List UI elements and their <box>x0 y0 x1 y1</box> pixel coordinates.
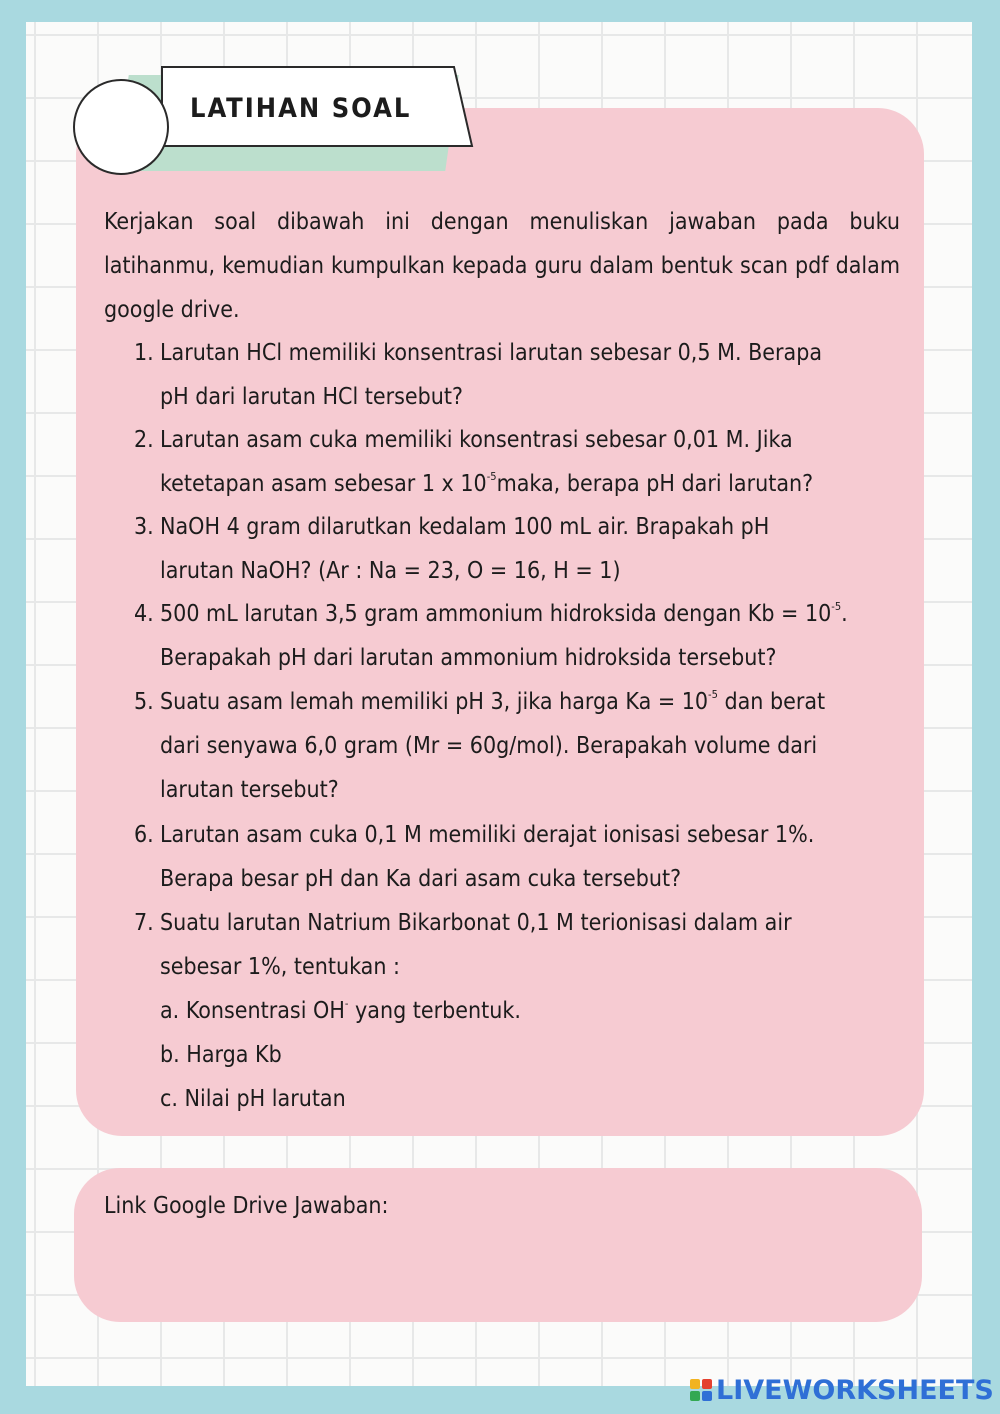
question-text-line <box>134 462 900 506</box>
question-text: Suatu asam lemah memiliki pH 3, jika harga Ka = 10 <box>160 689 709 715</box>
question-text: dan berat <box>717 689 826 715</box>
subitem-a <box>160 989 521 1033</box>
question-2 <box>134 418 900 506</box>
question-number: 7. <box>134 910 154 936</box>
question-number: 2. <box>134 427 154 453</box>
question-4 <box>134 592 900 680</box>
question-text: ketetapan asam sebesar 1 x 10 <box>160 471 487 497</box>
question-text: Larutan asam cuka 0,1 M memiliki derajat ionisasi sebesar 1%. <box>160 822 815 848</box>
question-text: sebesar 1%, tentukan : <box>160 954 400 980</box>
question-text: pH dari larutan HCl tersebut? <box>160 384 463 410</box>
exponent: -5 <box>486 470 497 483</box>
subitem-text: c. Nilai pH larutan <box>160 1086 346 1112</box>
question-number: 3. <box>134 514 154 540</box>
subitem-c <box>160 1077 346 1121</box>
question-text: 500 mL larutan 3,5 gram ammonium hidroksida dengan Kb = 10 <box>160 601 832 627</box>
question-text: Berapakah pH dari larutan ammonium hidroksida tersebut? <box>160 645 777 671</box>
subitem-text: a. Konsentrasi OH <box>160 998 345 1024</box>
question-text: Berapa besar pH dan Ka dari asam cuka tersebut? <box>160 866 682 892</box>
answer-link-label: Link Google Drive Jawaban: <box>104 1193 389 1219</box>
question-text: larutan tersebut? <box>160 777 339 803</box>
question-text: Larutan asam cuka memiliki konsentrasi sebesar 0,01 M. Jika <box>160 427 793 453</box>
exponent: -5 <box>708 688 718 701</box>
question-text: Suatu larutan Natrium Bikarbonat 0,1 M terionisasi dalam air <box>160 910 792 936</box>
subitem-text: b. Harga Kb <box>160 1042 282 1068</box>
question-number: 1. <box>134 340 154 366</box>
question-6 <box>134 813 900 901</box>
liveworksheets-logo-icon <box>690 1379 712 1401</box>
instructions-text: Kerjakan soal dibawah ini dengan menuliskan jawaban pada buku latihanmu, kemudian kumpulkan kepada guru dalam bentuk scan pdf dalam google drive. <box>104 209 900 323</box>
question-number: 6. <box>134 822 154 848</box>
question-text: larutan NaOH? (Ar : Na = 23, O = 16, H = 1) <box>160 558 621 584</box>
question-number: 5. <box>134 689 154 715</box>
question-text: Larutan HCl memiliki konsentrasi larutan sebesar 0,5 M. Berapa <box>160 340 823 366</box>
page-title: LATIHAN SOAL <box>190 93 412 124</box>
question-text-line <box>160 601 848 627</box>
question-text: NaOH 4 gram dilarutkan kedalam 100 mL air. Brapakah pH <box>160 514 770 540</box>
question-7 <box>134 901 900 989</box>
question-text-line <box>160 689 825 715</box>
question-3 <box>134 505 900 593</box>
question-text: maka, berapa pH dari larutan? <box>496 471 814 497</box>
question-1 <box>134 331 900 419</box>
liveworksheets-logo[interactable] <box>690 1372 994 1408</box>
subitem-text: yang terbentuk. <box>348 998 521 1024</box>
question-number: 4. <box>134 601 154 627</box>
question-text: . <box>841 601 848 627</box>
exponent: - <box>344 997 349 1010</box>
question-text: dari senyawa 6,0 gram (Mr = 60g/mol). Berapakah volume dari <box>160 733 818 759</box>
exponent: -5 <box>831 600 842 613</box>
title-circle <box>73 79 169 175</box>
subitem-b <box>160 1033 282 1077</box>
logo-text: LIVEWORKSHEETS <box>716 1374 994 1406</box>
question-5 <box>134 680 900 812</box>
